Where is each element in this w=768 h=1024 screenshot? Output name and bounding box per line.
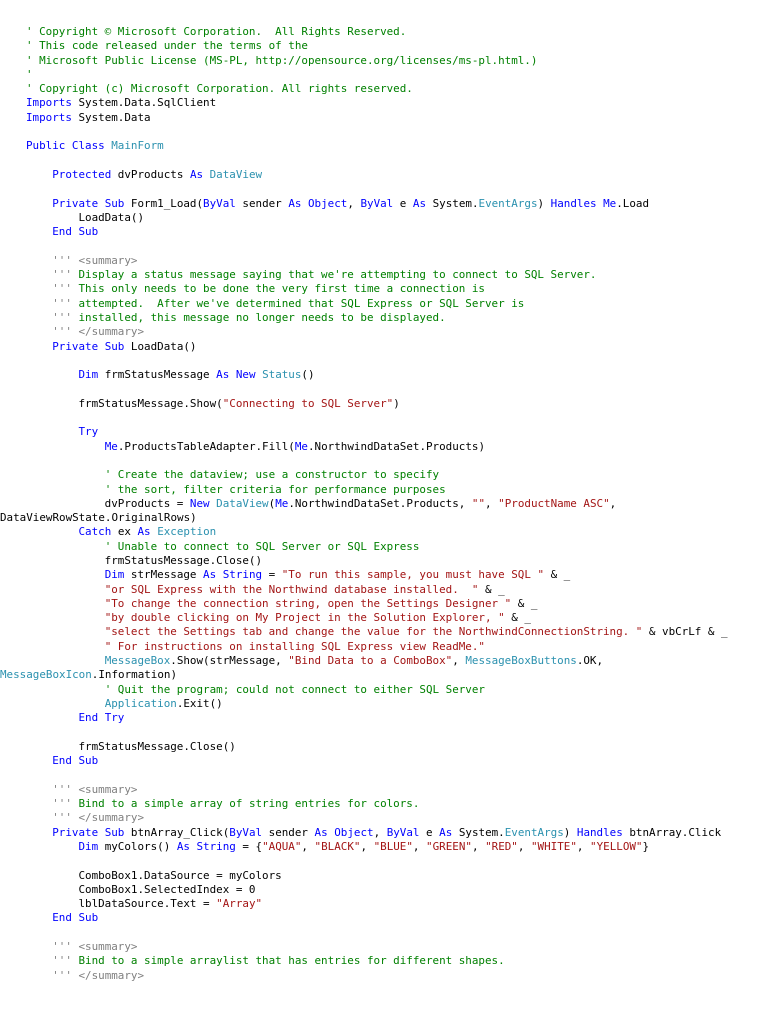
code-token xyxy=(26,597,105,610)
code-token: sender xyxy=(235,196,289,210)
code-token: .OK, xyxy=(576,654,604,668)
code-token: Imports xyxy=(26,110,72,124)
code-line xyxy=(0,411,768,425)
code-token xyxy=(26,440,105,453)
code-token: LoadData() xyxy=(124,339,197,353)
code-token: ''' xyxy=(52,325,72,339)
code-line xyxy=(0,697,768,711)
code-line xyxy=(0,954,768,968)
code-token: ' Unable to connect to SQL Server or SQL Express xyxy=(104,539,420,553)
code-token: </summary> xyxy=(78,811,145,825)
code-line xyxy=(0,68,768,82)
code-token: , xyxy=(347,196,361,210)
code-token: , xyxy=(471,839,486,853)
code-token: <summary> xyxy=(78,253,138,267)
code-token: DataView xyxy=(216,496,269,510)
code-line xyxy=(0,440,768,454)
code-token: & _ xyxy=(544,568,571,582)
code-token: ' Microsoft Public License (MS-PL, http://opensource.org/licenses/ms-pl.html.) xyxy=(26,53,538,67)
code-token: End Sub xyxy=(52,754,99,768)
code-token xyxy=(26,611,105,624)
code-line xyxy=(0,511,768,525)
code-line xyxy=(0,382,768,396)
code-token: & _ xyxy=(504,611,531,625)
code-line xyxy=(0,525,768,539)
code-token: <summary> xyxy=(78,940,138,953)
code-token: As xyxy=(439,825,453,839)
code-token: ComboBox1.SelectedIndex = 0 xyxy=(26,882,256,896)
code-token: installed, this message no longer needs to be displayed. xyxy=(71,310,446,324)
code-line xyxy=(0,568,768,582)
code-line xyxy=(0,182,768,196)
code-token: () xyxy=(301,368,315,382)
code-token: frmStatusMessage.Close() xyxy=(26,553,263,567)
code-token xyxy=(26,197,52,210)
code-token: MessageBox xyxy=(104,654,171,668)
code-token: "AQUA" xyxy=(262,839,302,853)
code-token: Display a status message saying that we're attempting to connect to SQL Server. xyxy=(71,268,597,282)
code-line xyxy=(0,197,768,211)
code-token: Protected xyxy=(52,167,112,181)
code-token: ' Copyright (c) Microsoft Corporation. All rights reserved. xyxy=(26,82,413,96)
code-line xyxy=(0,726,768,740)
code-token: "or SQL Express with the Northwind database installed. " xyxy=(104,582,479,596)
code-token: "ProductName ASC" xyxy=(498,496,610,510)
code-line xyxy=(0,254,768,268)
code-token: ''' xyxy=(52,310,72,324)
code-line xyxy=(0,783,768,797)
code-line xyxy=(0,926,768,940)
code-token: .NorthwindDataSet.Products, xyxy=(288,496,472,510)
code-line xyxy=(0,154,768,168)
code-token xyxy=(26,625,105,638)
code-token xyxy=(26,568,105,581)
code-line xyxy=(0,282,768,296)
code-token: As New xyxy=(216,368,256,382)
code-token xyxy=(26,468,105,481)
code-token: Dim xyxy=(104,568,125,582)
code-token: e xyxy=(419,825,440,839)
code-token: .Show(strMessage, xyxy=(170,654,289,668)
code-token: , xyxy=(517,839,531,853)
code-token xyxy=(26,940,52,953)
code-token: MessageBoxButtons xyxy=(465,654,577,668)
code-line xyxy=(0,54,768,68)
code-token xyxy=(26,654,105,667)
code-token xyxy=(26,711,78,724)
code-token xyxy=(26,969,52,982)
code-token: ''' xyxy=(52,940,72,953)
code-line xyxy=(0,969,768,983)
code-line xyxy=(0,368,768,382)
code-token: .Exit() xyxy=(176,696,223,710)
code-token: strMessage xyxy=(124,568,204,582)
code-token xyxy=(26,583,105,596)
code-line xyxy=(0,625,768,639)
code-token: Bind to a simple arraylist that has entries for different shapes. xyxy=(71,954,505,968)
code-token: ' This code released under the terms of the xyxy=(26,39,308,53)
code-token: , xyxy=(452,654,466,668)
code-token: .Information) xyxy=(91,668,178,682)
code-token: Application xyxy=(104,696,177,710)
code-token: Handles Me xyxy=(550,196,617,210)
code-token xyxy=(26,911,52,924)
code-token: New xyxy=(189,496,210,510)
code-token: Dim xyxy=(78,839,99,853)
code-token: "Bind Data to a ComboBox" xyxy=(288,654,453,668)
code-line xyxy=(0,454,768,468)
code-token: & _ xyxy=(511,596,538,610)
code-token: } xyxy=(642,839,650,853)
code-line xyxy=(0,82,768,96)
code-line xyxy=(0,125,768,139)
code-token xyxy=(26,640,105,653)
code-token: , xyxy=(485,496,499,510)
code-token: Try xyxy=(78,425,99,439)
code-token xyxy=(26,954,52,967)
code-token: .ProductsTableAdapter.Fill( xyxy=(117,439,295,453)
code-token: </summary> xyxy=(78,968,145,982)
code-token: ' xyxy=(26,67,33,81)
code-token: Bind to a simple array of string entries for colors. xyxy=(71,797,420,811)
code-line xyxy=(0,711,768,725)
code-token: "WHITE" xyxy=(531,839,577,853)
code-token: dvProducts = xyxy=(26,496,190,510)
code-token xyxy=(26,525,78,538)
code-line xyxy=(0,497,768,511)
code-token: ByVal xyxy=(386,825,420,839)
code-token xyxy=(26,425,78,438)
code-token xyxy=(26,225,52,238)
code-token: ''' xyxy=(52,253,72,267)
code-token: System. xyxy=(426,196,479,210)
code-token: sender xyxy=(262,825,315,839)
code-token xyxy=(26,325,52,338)
code-token: ''' xyxy=(52,296,72,310)
code-token xyxy=(26,254,52,267)
code-token xyxy=(26,168,52,181)
code-token: System. xyxy=(452,825,505,839)
code-token: ' Copyright © Microsoft Corporation. All Rights Reserved. xyxy=(26,25,407,38)
code-token xyxy=(26,697,105,710)
code-token: Handles xyxy=(576,825,623,839)
code-line xyxy=(0,811,768,825)
code-line xyxy=(0,797,768,811)
code-token: ComboBox1.DataSource = myColors xyxy=(26,868,282,882)
code-token xyxy=(26,297,52,310)
code-token: btnArray_Click( xyxy=(124,825,230,839)
code-line xyxy=(0,354,768,368)
code-token: ) xyxy=(537,196,551,210)
code-line xyxy=(0,883,768,897)
code-token: ''' xyxy=(52,811,72,825)
code-token: dvProducts xyxy=(111,167,190,181)
code-token: EventArgs xyxy=(478,196,538,210)
code-line xyxy=(0,340,768,354)
code-token: Status xyxy=(262,368,302,382)
code-line xyxy=(0,869,768,883)
code-line xyxy=(0,483,768,497)
code-token: Dim xyxy=(78,368,99,382)
code-line xyxy=(0,297,768,311)
code-token: "To change the connection string, open the Settings Designer " xyxy=(104,596,512,610)
code-line xyxy=(0,211,768,225)
code-token: </summary> xyxy=(78,325,145,339)
code-line xyxy=(0,311,768,325)
code-line xyxy=(0,640,768,654)
code-token: "" xyxy=(471,496,486,510)
code-token: Private Sub xyxy=(52,196,125,210)
code-line xyxy=(0,754,768,768)
code-token: "Connecting to SQL Server" xyxy=(222,396,394,410)
code-token: End Try xyxy=(78,711,125,725)
code-token xyxy=(26,811,52,824)
code-token xyxy=(26,483,105,496)
code-line xyxy=(0,468,768,482)
code-token: "To run this sample, you must have SQL " xyxy=(281,568,545,582)
code-token: ''' xyxy=(52,282,72,296)
code-token: .OriginalRows) xyxy=(104,511,197,525)
code-token: ''' xyxy=(52,268,72,282)
code-line xyxy=(0,897,768,911)
code-token: As Object xyxy=(288,196,348,210)
code-line xyxy=(0,854,768,868)
code-token: LoadData() xyxy=(26,210,145,224)
code-token: = xyxy=(262,568,282,582)
code-line xyxy=(0,554,768,568)
code-token: , xyxy=(373,825,387,839)
code-token: ''' xyxy=(52,797,72,811)
code-token xyxy=(26,540,105,553)
code-token: This only needs to be done the very first time a connection is xyxy=(71,282,485,296)
code-line xyxy=(0,740,768,754)
code-token: = { xyxy=(235,839,263,853)
code-token: attempted. After we've determined that SQL Express or SQL Server is xyxy=(71,296,525,310)
code-line xyxy=(0,840,768,854)
code-token xyxy=(26,754,52,767)
code-token: frmStatusMessage xyxy=(98,368,217,382)
code-token: EventArgs xyxy=(504,825,564,839)
code-token xyxy=(26,268,52,281)
code-token: & _ xyxy=(478,582,505,596)
code-token: As String xyxy=(203,568,263,582)
code-token: ''' xyxy=(52,954,72,968)
code-token: "RED" xyxy=(485,839,518,853)
code-token: frmStatusMessage.Close() xyxy=(26,739,236,753)
code-token: As xyxy=(189,167,204,181)
code-token: System.Data xyxy=(71,110,151,124)
code-token: "GREEN" xyxy=(426,839,472,853)
code-token: ' the sort, filter criteria for performance purposes xyxy=(104,482,446,496)
code-token: System.Data.SqlClient xyxy=(71,96,217,110)
code-token: MainForm xyxy=(111,139,164,153)
code-line xyxy=(0,911,768,925)
code-token: "by double clicking on My Project in the Solution Explorer, " xyxy=(104,611,505,625)
code-token: As String xyxy=(176,839,236,853)
code-token: " For instructions on installing SQL Express view ReadMe." xyxy=(104,639,485,653)
code-token: , xyxy=(360,839,374,853)
code-line xyxy=(0,597,768,611)
code-line xyxy=(0,168,768,182)
code-token: ( xyxy=(268,496,276,510)
code-token: ''' xyxy=(52,968,72,982)
code-line xyxy=(0,654,768,668)
code-line xyxy=(0,225,768,239)
code-line xyxy=(0,826,768,840)
code-token: <summary> xyxy=(78,782,138,796)
code-token: myColors() xyxy=(98,839,177,853)
code-token: ex xyxy=(111,525,138,539)
code-token: Exception xyxy=(157,525,217,539)
code-token: Imports xyxy=(26,96,72,110)
code-line xyxy=(0,397,768,411)
code-line xyxy=(0,668,768,682)
code-line xyxy=(0,540,768,554)
code-token: As xyxy=(412,196,427,210)
code-token: ''' xyxy=(52,782,72,796)
code-line xyxy=(0,139,768,153)
code-token: lblDataSource.Text = xyxy=(26,897,217,911)
code-token: Me xyxy=(275,496,289,510)
code-line xyxy=(0,325,768,339)
code-token: .Load xyxy=(616,196,650,210)
code-line xyxy=(0,425,768,439)
code-token: "BLACK" xyxy=(314,839,361,853)
code-line xyxy=(0,583,768,597)
code-token xyxy=(26,340,52,353)
code-token: ' Quit the program; could not connect to either SQL Server xyxy=(104,682,485,696)
code-token xyxy=(26,840,78,853)
code-token: DataView xyxy=(209,167,263,181)
code-token xyxy=(26,797,52,810)
code-token: ) xyxy=(563,825,577,839)
code-token: , xyxy=(576,839,591,853)
code-token xyxy=(26,826,52,839)
code-token: .NorthwindDataSet.Products) xyxy=(307,439,486,453)
code-token: btnArray.Click xyxy=(622,825,722,839)
code-token: e xyxy=(393,196,413,210)
code-token: As xyxy=(137,525,151,539)
code-token: ) xyxy=(393,396,400,410)
code-token: , xyxy=(301,839,315,853)
code-token: Me xyxy=(104,439,118,453)
code-token xyxy=(26,282,52,295)
code-line xyxy=(0,96,768,110)
code-line xyxy=(0,768,768,782)
code-token: , xyxy=(412,839,427,853)
code-token: DataViewRowState xyxy=(0,511,105,525)
code-token: & vbCrLf & _ xyxy=(642,625,728,639)
code-token: Public Class xyxy=(26,139,105,153)
code-token xyxy=(26,683,105,696)
code-token xyxy=(26,311,52,324)
code-line xyxy=(0,611,768,625)
code-line xyxy=(0,239,768,253)
code-line xyxy=(0,39,768,53)
code-token: , xyxy=(609,496,617,510)
code-token xyxy=(26,783,52,796)
code-token: ByVal xyxy=(203,196,236,210)
code-line xyxy=(0,268,768,282)
code-token: "BLUE" xyxy=(373,839,413,853)
code-token: End Sub xyxy=(52,911,99,925)
code-token: Me xyxy=(294,439,308,453)
code-token: ByVal xyxy=(360,196,394,210)
code-token: "select the Settings tab and change the value for the NorthwindConnectionString. " xyxy=(104,625,643,639)
code-token: Form1_Load( xyxy=(124,196,204,210)
code-token: Catch xyxy=(78,525,112,539)
code-token: "Array" xyxy=(216,897,263,911)
code-token: ByVal xyxy=(229,825,263,839)
code-token: Private Sub xyxy=(52,825,125,839)
code-token: Private Sub xyxy=(52,339,125,353)
code-token: ' Create the dataview; use a constructor to specify xyxy=(104,468,440,482)
code-token: frmStatusMessage.Show( xyxy=(26,396,223,410)
code-token: MessageBoxIcon xyxy=(0,668,92,682)
code-line xyxy=(0,683,768,697)
code-token: "YELLOW" xyxy=(590,839,643,853)
code-token: End Sub xyxy=(52,225,99,239)
code-line xyxy=(0,940,768,954)
code-token: As Object xyxy=(314,825,374,839)
code-line xyxy=(0,25,768,39)
code-token xyxy=(26,368,78,381)
code-line xyxy=(0,111,768,125)
